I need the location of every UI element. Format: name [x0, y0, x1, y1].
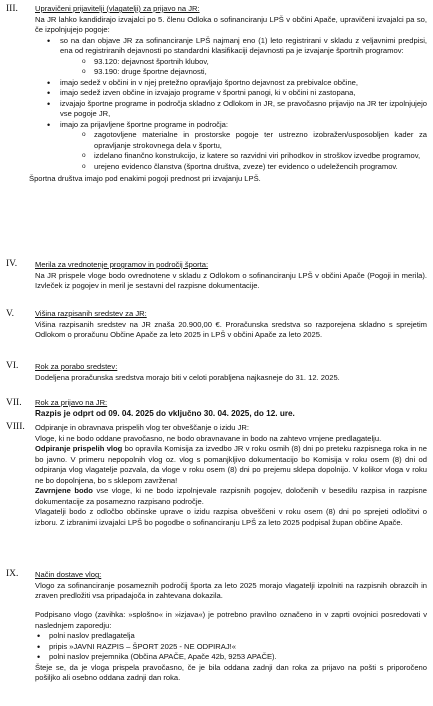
paragraph: Vlogo za sofinanciranje posameznih področij športa za leto 2025 morajo vlagatelji izpolniti na razpisnih obrazcih in zraven predložiti vsa pripadajoča in zahtevana dokazila.: [35, 580, 427, 600]
paragraph: Športna društva imajo pod enakimi pogoji prednost pri izvajanju LPŠ.: [29, 174, 261, 183]
paragraph: Vlagatelji bodo z odločbo občinske uprave o izidu razpisa obveščeni v roku osem (8) dni po sprejeti odločitvi o izboru. Z izbranimi izvajalci LPŠ bo pogodbe o sofinanciranju LPŠ za leto 2025 podpisal župan občine Apače.: [35, 507, 427, 527]
section-delivery-continued: [35, 610, 427, 684]
section-number: IV.: [6, 259, 18, 269]
paragraph: Na JR prispele vloge bodo ovrednotene v skladu z Odlokom o sofinanciranju LPŠ v občini Apače (Pogoji in merila). Izvleček iz pogojev in meril je sestavni del razpisne dokumentacije.: [35, 270, 427, 290]
paragraph: Višina razpisanih sredstev na JR znaša 20.900,00 €. Proračunska sredstva so razporejena skladno s sprejetim Odlokom o proračunu Občine Apače za leto 2025 in LPŠ v občini Apače za leto 2025.: [35, 319, 427, 339]
section-title: Način dostave vlog:: [35, 570, 102, 579]
section-number: III.: [6, 4, 18, 14]
section-title: Upravičeni prijavitelji (vlagatelji) za prijavo na JR:: [35, 4, 200, 13]
paragraph: Odpiranje prispelih vlog bo opravila Komisija za izvedbo JR v roku osmih (8) dni po preteku razpisnega roka in ne bo javno. V primeru nepopolnih vlog oz. vlog s pomanjkljivo dokumentacijo bo Komisija v roku osem (8) dni od odpiranja vlog vlagatelje pozvala, da vloge v roku osem (8) dni po prejemu sklepa dopolnijo. V kolikor vloga v roku ne bo dopolnjena, bo s sklepom zavržena!: [35, 444, 427, 485]
section-spending-deadline: [35, 362, 427, 383]
section-evaluation-criteria: [35, 260, 427, 292]
section-number: V.: [6, 309, 15, 319]
paragraph: Podpisano vlogo (zavihka: »splošno« in »izjava«) je potrebno pravilno označeno in v zaprti ovojnici posredovati v naslednjem zaporedju:: [35, 610, 427, 630]
bullet-list: [35, 631, 427, 663]
section-delivery: [35, 570, 427, 602]
section-number: VII.: [6, 398, 22, 408]
list-item: o zagotovljene materialne in prostorske pogoje ter ustrezno izobražen/usposobljen kader za opravljanje strokovnega dela v športu,: [60, 130, 427, 151]
list-item: • imajo za prijavljene športne programe in področja: o zagotovljene materialne in prostorske pogoje ter ustrezno izobražen/usposobljen kader za opravljanje strokovnega dela v športu, o izdelano finančno konstrukcijo, iz katere so razvidni viri prihodkov in stroškov izvedbe programov, o urejeno evidenco članstva (športna društva, zveze) ter evidenco o udeležencih programov.: [35, 120, 427, 173]
section-eligible-applicants: [29, 4, 427, 185]
section-number: VIII.: [6, 422, 25, 432]
paragraph: Šteje se, da je vloga prispela pravočasno, če je bila oddana zadnji dan roka za prijavo na pošti s priporočeno pošiljko ali osebno oddana zadnji dan roka.: [35, 662, 427, 682]
list-item: o 93.120: dejavnost športnih klubov,: [60, 57, 427, 68]
list-item: o urejeno evidenco članstva (športna društva, zveze) ter evidenco o udeležencih programov.: [60, 162, 427, 173]
list-item: o 93.190: druge športne dejavnosti,: [60, 67, 427, 78]
paragraph: Odpiranje in obravnava prispelih vlog ter obveščanje o izidu JR:: [35, 423, 250, 432]
section-opening: [35, 423, 427, 528]
section-title: Višina razpisanih sredstev za JR:: [35, 309, 147, 318]
paragraph: Zavrnjene bodo vse vloge, ki ne bodo izpolnjevale razpisnih pogojev, določenih v besedilu razpisa in razpisne dokumentacije za posamezno razpisano področje.: [35, 486, 427, 506]
section-number: VI.: [6, 361, 19, 371]
section-application-deadline: [35, 398, 427, 419]
section-funds: [35, 309, 427, 341]
section-number: IX.: [6, 569, 19, 579]
section-title: Merila za vrednotenje programov in področij športa:: [35, 260, 209, 269]
list-item: • polni naslov predlagatelja: [35, 631, 427, 642]
sub-list: [60, 57, 427, 78]
list-item: • imajo sedež izven občine in izvajajo programe v športni panogi, ki v občini ni zastopana,: [35, 88, 427, 99]
paragraph: Na JR lahko kandidirajo izvajalci po 5. členu Odloka o sofinanciranju LPŠ v občini Apače, upravičeni izvajalci pa so, če izpolnjujejo pogoje:: [35, 14, 427, 34]
section-title: Rok za porabo sredstev:: [35, 362, 118, 371]
bullet-list: [35, 36, 427, 173]
sub-list: [60, 130, 427, 172]
list-item: • imajo sedež v občini in v njej pretežno opravljajo športno dejavnost za prebivalce občine,: [35, 78, 427, 89]
paragraph: Razpis je odprt od 09. 04. 2025 do vključno 30. 04. 2025, do 12. ure.: [35, 408, 295, 418]
list-item: • so na dan objave JR za sofinanciranje LPŠ najmanj eno (1) leto registrirani v skladu z veljavnimi predpisi, ena od registriranih dejavnosti po standardni klasifikaciji dejavnosti pa je izvajanje športnih programov: o 93.120: dejavnost športnih klubov, o 93.190: druge športne dejavnosti,: [35, 36, 427, 78]
section-title: Rok za prijavo na JR:: [35, 398, 108, 407]
paragraph: Dodeljena proračunska sredstva morajo biti v celoti porabljena najkasneje do 31. 12. 2025.: [35, 372, 340, 382]
list-item: • izvajajo športne programe in področja skladno z Odlokom in JR, se pravočasno prijavijo na JR ter izpolnjujejo vse pogoje JR,: [35, 99, 427, 120]
list-item: • pripis »JAVNI RAZPIS – ŠPORT 2025 - NE ODPIRAJ!«: [35, 642, 427, 653]
list-item: • polni naslov prejemnika (Občina APAČE, Apače 42b, 9253 APAČE).: [35, 652, 427, 663]
paragraph: Vloge, ki ne bodo oddane pravočasno, ne bodo obravnavane in bodo na zahtevo vrnjene predlagatelju.: [35, 433, 382, 443]
list-item: o izdelano finančno konstrukcijo, iz katere so razvidni viri prihodkov in stroškov izvedbe programov,: [60, 151, 427, 162]
